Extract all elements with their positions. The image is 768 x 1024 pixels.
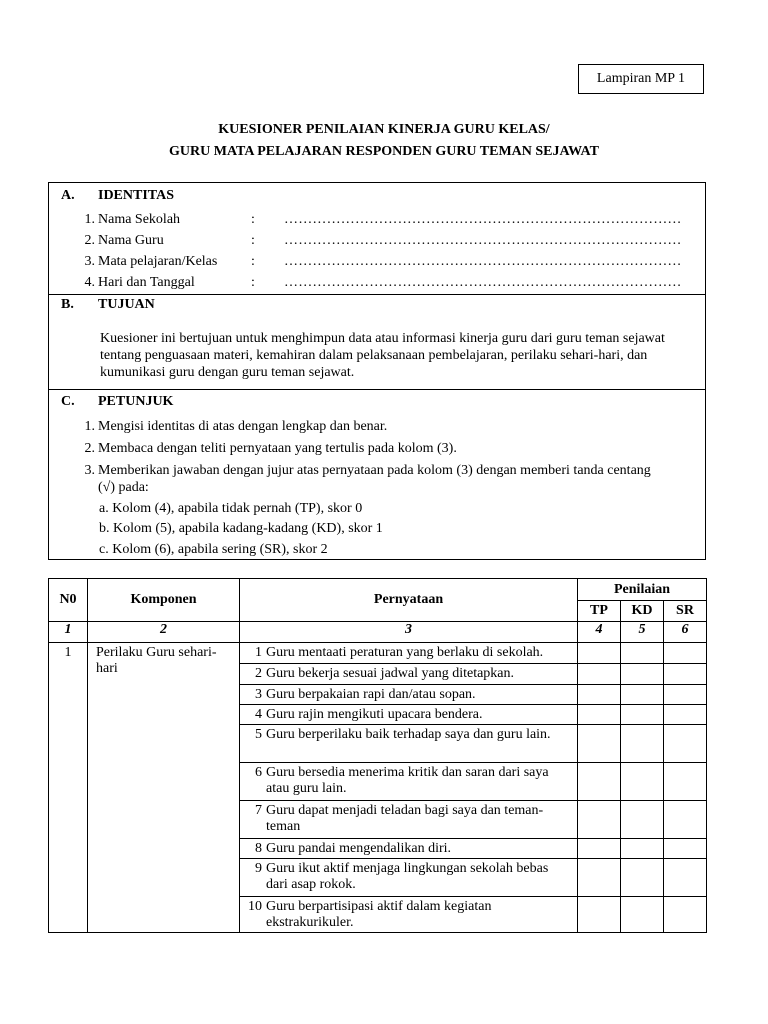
instruction-sub-item: a. Kolom (4), apabila tidak pernah (TP), skor 0	[99, 501, 363, 516]
statement-item	[240, 763, 577, 801]
statement-text: Guru pandai mengendalikan diri.	[266, 841, 452, 856]
kd-checkbox-cell[interactable]	[621, 839, 663, 859]
statement-list	[240, 643, 578, 933]
tp-checkbox-cell[interactable]	[578, 801, 620, 839]
sr-checkbox-cell[interactable]	[664, 801, 706, 839]
statement-item	[240, 897, 577, 932]
instruction-text: Memberikan jawaban dengan jujur atas pernyataan pada kolom (3) dengan memberi tanda centang (√) pada:	[98, 463, 651, 495]
identity-fill-line[interactable]: …………………………………………………………………………	[284, 212, 682, 227]
assessment-table	[48, 578, 707, 933]
header-kd: KD	[621, 601, 664, 622]
instruction-sub-item: c. Kolom (6), apabila sering (SR), skor 2	[99, 542, 328, 557]
statement-number: 2	[255, 666, 262, 681]
statement-item	[240, 685, 577, 705]
tp-checkbox-cell[interactable]	[578, 763, 620, 801]
column-number-row	[49, 622, 707, 643]
kd-checkbox-cell[interactable]	[621, 897, 663, 932]
identity-fill-line[interactable]: …………………………………………………………………………	[284, 275, 682, 290]
tp-checkbox-cell[interactable]	[578, 664, 620, 685]
score-column-tp[interactable]	[578, 643, 621, 933]
kd-checkbox-cell[interactable]	[621, 705, 663, 725]
section-divider	[49, 389, 705, 390]
kd-checkbox-cell[interactable]	[621, 643, 663, 664]
tp-checkbox-cell[interactable]	[578, 859, 620, 897]
instruction-text: Mengisi identitas di atas dengan lengkap dan benar.	[98, 419, 388, 434]
kd-checkbox-cell[interactable]	[621, 859, 663, 897]
section-a-heading	[61, 188, 174, 204]
column-number: 1	[49, 622, 88, 643]
statement-item	[240, 705, 577, 725]
section-b-heading	[61, 297, 155, 313]
section-c-title: PETUNJUK	[98, 394, 174, 409]
kd-checkbox-cell[interactable]	[621, 763, 663, 801]
statement-item	[240, 839, 577, 859]
identity-colon: :	[251, 233, 255, 248]
statement-number: 9	[255, 861, 262, 876]
column-number: 4	[578, 622, 621, 643]
identity-label: Nama Sekolah	[98, 212, 181, 227]
score-column-sr[interactable]	[664, 643, 707, 933]
table-row	[49, 643, 707, 933]
column-number: 3	[240, 622, 578, 643]
column-number: 5	[621, 622, 664, 643]
sr-checkbox-cell[interactable]	[664, 705, 706, 725]
statement-number: 8	[255, 841, 262, 856]
statement-number: 3	[255, 687, 262, 702]
identity-num: 1.	[84, 212, 95, 227]
header-no: N0	[49, 579, 88, 622]
kd-checkbox-cell[interactable]	[621, 685, 663, 705]
identity-colon: :	[251, 212, 255, 227]
identity-fill-line[interactable]: …………………………………………………………………………	[284, 254, 682, 269]
statement-text: Guru rajin mengikuti upacara bendera.	[266, 707, 483, 722]
attachment-label: Lampiran MP 1	[578, 64, 704, 94]
statement-item	[240, 643, 577, 664]
statement-number: 5	[255, 727, 262, 742]
header-sr: SR	[664, 601, 707, 622]
document-title-line-2: GURU MATA PELAJARAN RESPONDEN GURU TEMAN SEJAWAT	[169, 144, 599, 159]
row-component: Perilaku Guru sehari-hari	[88, 643, 240, 933]
sr-checkbox-cell[interactable]	[664, 643, 706, 664]
section-c-letter: C.	[61, 394, 75, 409]
identity-label: Hari dan Tanggal	[98, 275, 195, 290]
page-bottom	[0, 942, 768, 1024]
document-title-line-1: KUESIONER PENILAIAN KINERJA GURU KELAS/	[218, 122, 550, 137]
sr-checkbox-cell[interactable]	[664, 725, 706, 763]
statement-item	[240, 725, 577, 763]
identity-num: 3.	[84, 254, 95, 269]
sr-checkbox-cell[interactable]	[664, 664, 706, 685]
identity-num: 2.	[84, 233, 95, 248]
statement-item	[240, 664, 577, 685]
statement-item	[240, 801, 577, 839]
info-box	[48, 182, 706, 560]
instruction-num: 3.	[84, 463, 95, 478]
statement-number: 1	[255, 645, 262, 660]
section-a-title: IDENTITAS	[98, 188, 174, 203]
statement-text: Guru berpartisipasi aktif dalam kegiatan ekstrakurikuler.	[266, 899, 492, 930]
instruction-num: 1.	[84, 419, 95, 434]
instruction-sub-item: b. Kolom (5), apabila kadang-kadang (KD), skor 1	[99, 521, 383, 536]
section-c-heading	[61, 394, 173, 410]
statement-number: 10	[248, 899, 262, 914]
statement-text: Guru bekerja sesuai jadwal yang ditetapkan.	[266, 666, 515, 681]
section-divider	[49, 294, 705, 295]
instruction-text: Membaca dengan teliti pernyataan yang tertulis pada kolom (3).	[98, 441, 457, 456]
tp-checkbox-cell[interactable]	[578, 643, 620, 664]
identity-num: 4.	[84, 275, 95, 290]
sr-checkbox-cell[interactable]	[664, 859, 706, 897]
statement-number: 6	[255, 765, 262, 780]
column-number: 2	[88, 622, 240, 643]
header-penilaian: Penilaian	[578, 579, 707, 601]
statement-item	[240, 859, 577, 897]
statement-text: Guru ikut aktif menjaga lingkungan sekolah bebas dari asap rokok.	[266, 861, 549, 892]
sr-checkbox-cell[interactable]	[664, 685, 706, 705]
header-komponen: Komponen	[88, 579, 240, 622]
statement-text: Guru berperilaku baik terhadap saya dan guru lain.	[266, 727, 551, 742]
statement-text: Guru dapat menjadi teladan bagi saya dan teman-teman	[266, 803, 544, 834]
statement-text: Guru berpakaian rapi dan/atau sopan.	[266, 687, 476, 702]
header-tp: TP	[578, 601, 621, 622]
header-pernyataan: Pernyataan	[240, 579, 578, 622]
score-column-kd[interactable]	[621, 643, 664, 933]
sr-checkbox-cell[interactable]	[664, 839, 706, 859]
section-b-title: TUJUAN	[98, 297, 155, 312]
tp-checkbox-cell[interactable]	[578, 725, 620, 763]
tp-checkbox-cell[interactable]	[578, 705, 620, 725]
tp-checkbox-cell[interactable]	[578, 685, 620, 705]
tp-checkbox-cell[interactable]	[578, 897, 620, 932]
identity-label: Mata pelajaran/Kelas	[98, 254, 218, 269]
instruction-num: 2.	[84, 441, 95, 456]
purpose-paragraph: Kuesioner ini bertujuan untuk menghimpun data atau informasi kinerja guru dari guru teman sejawat tentang penguasaan materi, kemahiran dalam pelaksanaan pembelajaran, perilaku sehari-hari, dan kumunikasi guru dengan guru teman sejawat.	[100, 331, 665, 380]
sr-checkbox-cell[interactable]	[664, 763, 706, 801]
column-number: 6	[664, 622, 707, 643]
kd-checkbox-cell[interactable]	[621, 725, 663, 763]
sr-checkbox-cell[interactable]	[664, 897, 706, 932]
section-a-letter: A.	[61, 188, 75, 203]
statement-text: Guru mentaati peraturan yang berlaku di sekolah.	[266, 645, 544, 660]
row-number: 1	[49, 643, 88, 933]
kd-checkbox-cell[interactable]	[621, 801, 663, 839]
identity-label: Nama Guru	[98, 233, 164, 248]
statement-number: 7	[255, 803, 262, 818]
section-b-letter: B.	[61, 297, 74, 312]
statement-number: 4	[255, 707, 262, 722]
tp-checkbox-cell[interactable]	[578, 839, 620, 859]
kd-checkbox-cell[interactable]	[621, 664, 663, 685]
identity-colon: :	[251, 254, 255, 269]
identity-colon: :	[251, 275, 255, 290]
statement-text: Guru bersedia menerima kritik dan saran dari saya atau guru lain.	[266, 765, 549, 796]
identity-fill-line[interactable]: …………………………………………………………………………	[284, 233, 682, 248]
